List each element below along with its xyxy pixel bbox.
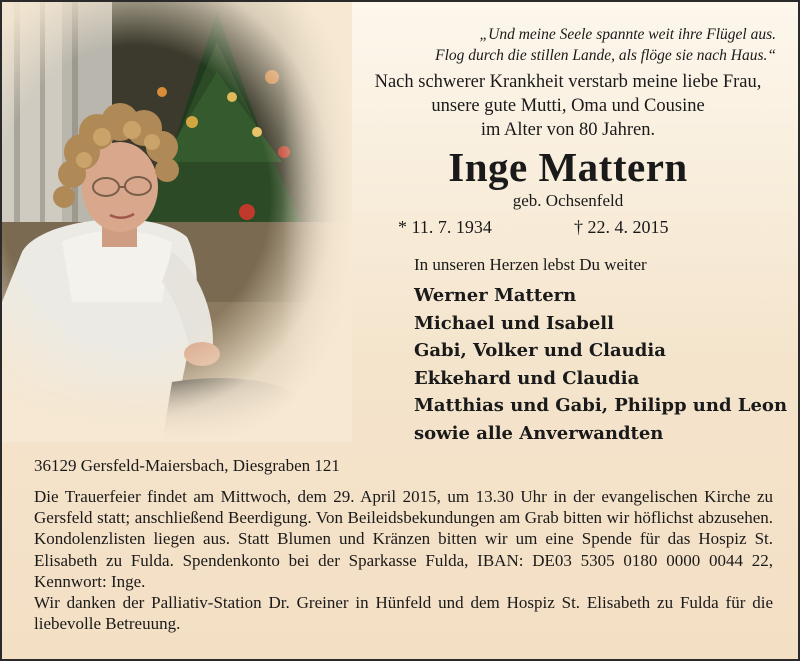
funeral-details-paragraph: Die Trauerfeier findet am Mittwoch, dem 29. April 2015, um 13.30 Uhr in der evangelischen Kirche zu Gersfeld statt; anschließend Beerdigung. Von Beileidsbekundungen am Grab bitten wir höflichst abzusehen. Kondolenzlisten liegen aus. Statt Blumen und Kränzen bitten wir um eine Spende für das Hospiz St. Elisabeth zu Fulda. Spendenkonto bei der Sparkasse Fulda, IBAN: DE03 5305 0180 0000 0044 22, Kennwort: Inge. [34, 487, 773, 591]
funeral-details [34, 486, 773, 634]
memorial-phrase: In unseren Herzen lebst Du weiter [414, 255, 647, 274]
announcement-intro [338, 70, 798, 142]
photo-fade-bottom [2, 382, 352, 442]
photo-fade-right [282, 2, 352, 442]
portrait-photo [2, 2, 352, 442]
thanks-paragraph: Wir danken der Palliativ-Station Dr. Greiner in Hünfeld und dem Hospiz St. Elisabeth zu Fulda für die liebevolle Betreuung. [34, 593, 773, 634]
family-address: 36129 Gersfeld-Maiersbach, Diesgraben 121 [34, 456, 340, 475]
intro-line-2: unsere gute Mutti, Oma und Cousine [431, 96, 705, 116]
quote-line-1: „Und meine Seele spannte weit ihre Flügel aus. [479, 26, 776, 43]
intro-line-1: Nach schwerer Krankheit verstarb meine liebe Frau, [374, 72, 762, 92]
memorial-quote [336, 24, 776, 66]
deceased-name: Inge Mattern [448, 144, 688, 190]
mourners-list [414, 282, 794, 447]
mourner-entry: Matthias und Gabi, Philipp und Leon [414, 395, 788, 416]
death-date: † 22. 4. 2015 [574, 217, 669, 237]
mourner-entry: Gabi, Volker und Claudia [414, 340, 666, 361]
quote-line-2: Flog durch die stillen Lande, als flöge sie nach Haus.“ [435, 47, 776, 64]
maiden-name: geb. Ochsenfeld [512, 191, 624, 210]
intro-line-3: im Alter von 80 Jahren. [480, 120, 656, 140]
mourner-entry: Michael und Isabell [414, 312, 614, 334]
mourner-entry: Ekkehard und Claudia [414, 367, 640, 389]
birth-date: * 11. 7. 1934 [398, 217, 492, 237]
mourner-entry: sowie alle Anverwandten [414, 422, 664, 444]
mourner-entry: Werner Mattern [414, 285, 577, 306]
